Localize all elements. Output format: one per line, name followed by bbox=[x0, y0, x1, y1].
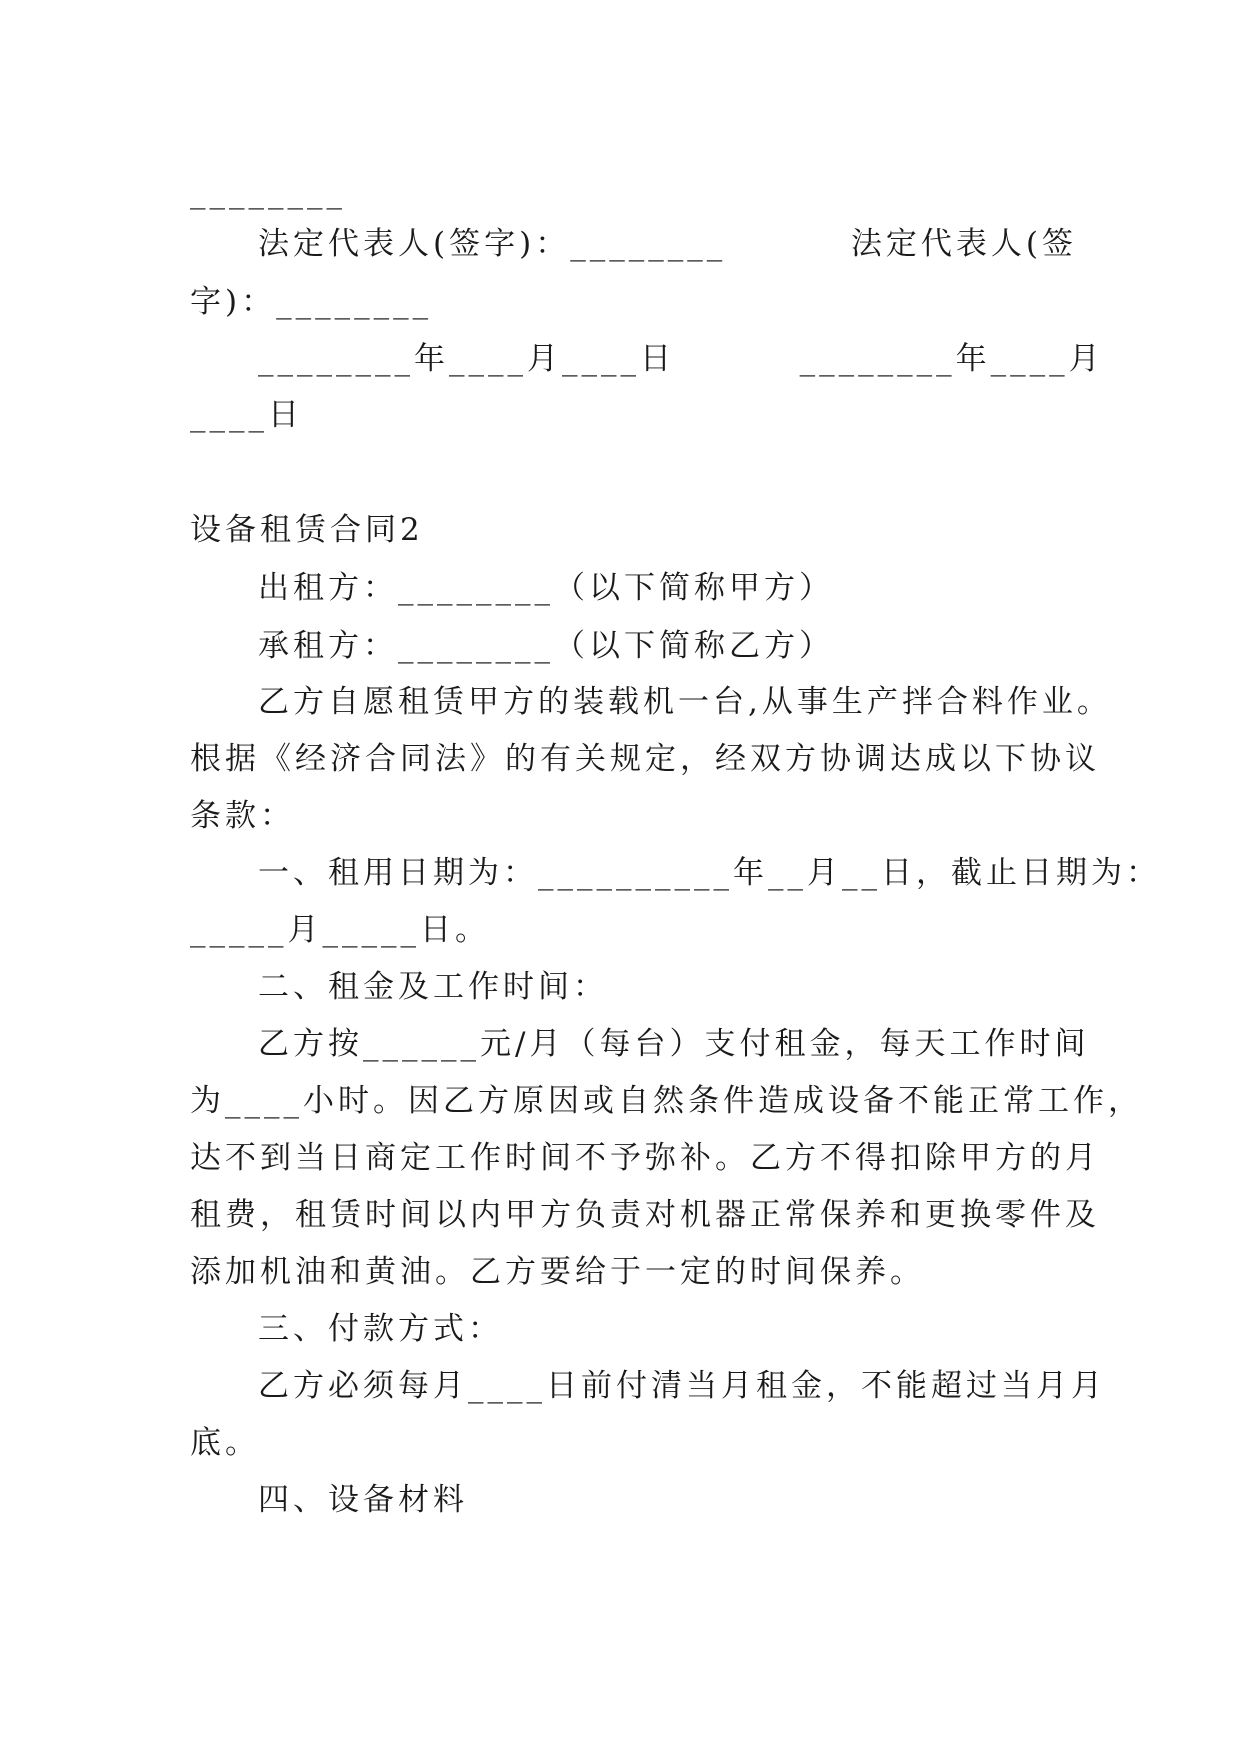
blank-line: ________ bbox=[190, 174, 346, 210]
paragraph-line: 根据《经济合同法》的有关规定，经双方协调达成以下协议 bbox=[190, 741, 1100, 777]
clause-3-text: 底。 bbox=[190, 1425, 260, 1461]
date-line-cont: ____日 bbox=[190, 397, 303, 433]
signature-line-cont: 字)：________ bbox=[190, 284, 433, 320]
clause-2-heading: 二、租金及工作时间： bbox=[258, 969, 608, 1005]
clause-2-text: 为____小时。因乙方原因或自然条件造成设备不能正常工作， bbox=[190, 1083, 1143, 1119]
lessor-line: 出租方：________（以下简称甲方） bbox=[258, 570, 834, 606]
date-line: ________年____月____日 ________年____月 bbox=[258, 341, 1104, 377]
clause-2-text: 添加机油和黄油。乙方要给于一定的时间保养。 bbox=[190, 1254, 925, 1290]
clause-1-cont: _____月_____日。 bbox=[190, 912, 490, 948]
lessee-line: 承租方：________（以下简称乙方） bbox=[258, 628, 834, 664]
clause-4-heading: 四、设备材料 bbox=[258, 1482, 468, 1518]
clause-3-heading: 三、付款方式： bbox=[258, 1311, 503, 1347]
signature-line: 法定代表人(签字)：________ 法定代表人(签 bbox=[258, 226, 1077, 262]
paragraph-line: 条款： bbox=[190, 798, 295, 834]
clause-2-text: 乙方按______元/月（每台）支付租金，每天工作时间 bbox=[258, 1026, 1090, 1062]
paragraph-line: 乙方自愿租赁甲方的装载机一台,从事生产拌合料作业。 bbox=[258, 684, 1112, 720]
clause-2-text: 达不到当日商定工作时间不予弥补。乙方不得扣除甲方的月 bbox=[190, 1140, 1100, 1176]
contract-title: 设备租赁合同2 bbox=[190, 512, 424, 548]
clause-3-text: 乙方必须每月____日前付清当月租金，不能超过当月月 bbox=[258, 1368, 1106, 1404]
clause-1: 一、租用日期为：__________年__月__日，截止日期为： bbox=[258, 855, 1161, 891]
clause-2-text: 租费，租赁时间以内甲方负责对机器正常保养和更换零件及 bbox=[190, 1197, 1100, 1233]
